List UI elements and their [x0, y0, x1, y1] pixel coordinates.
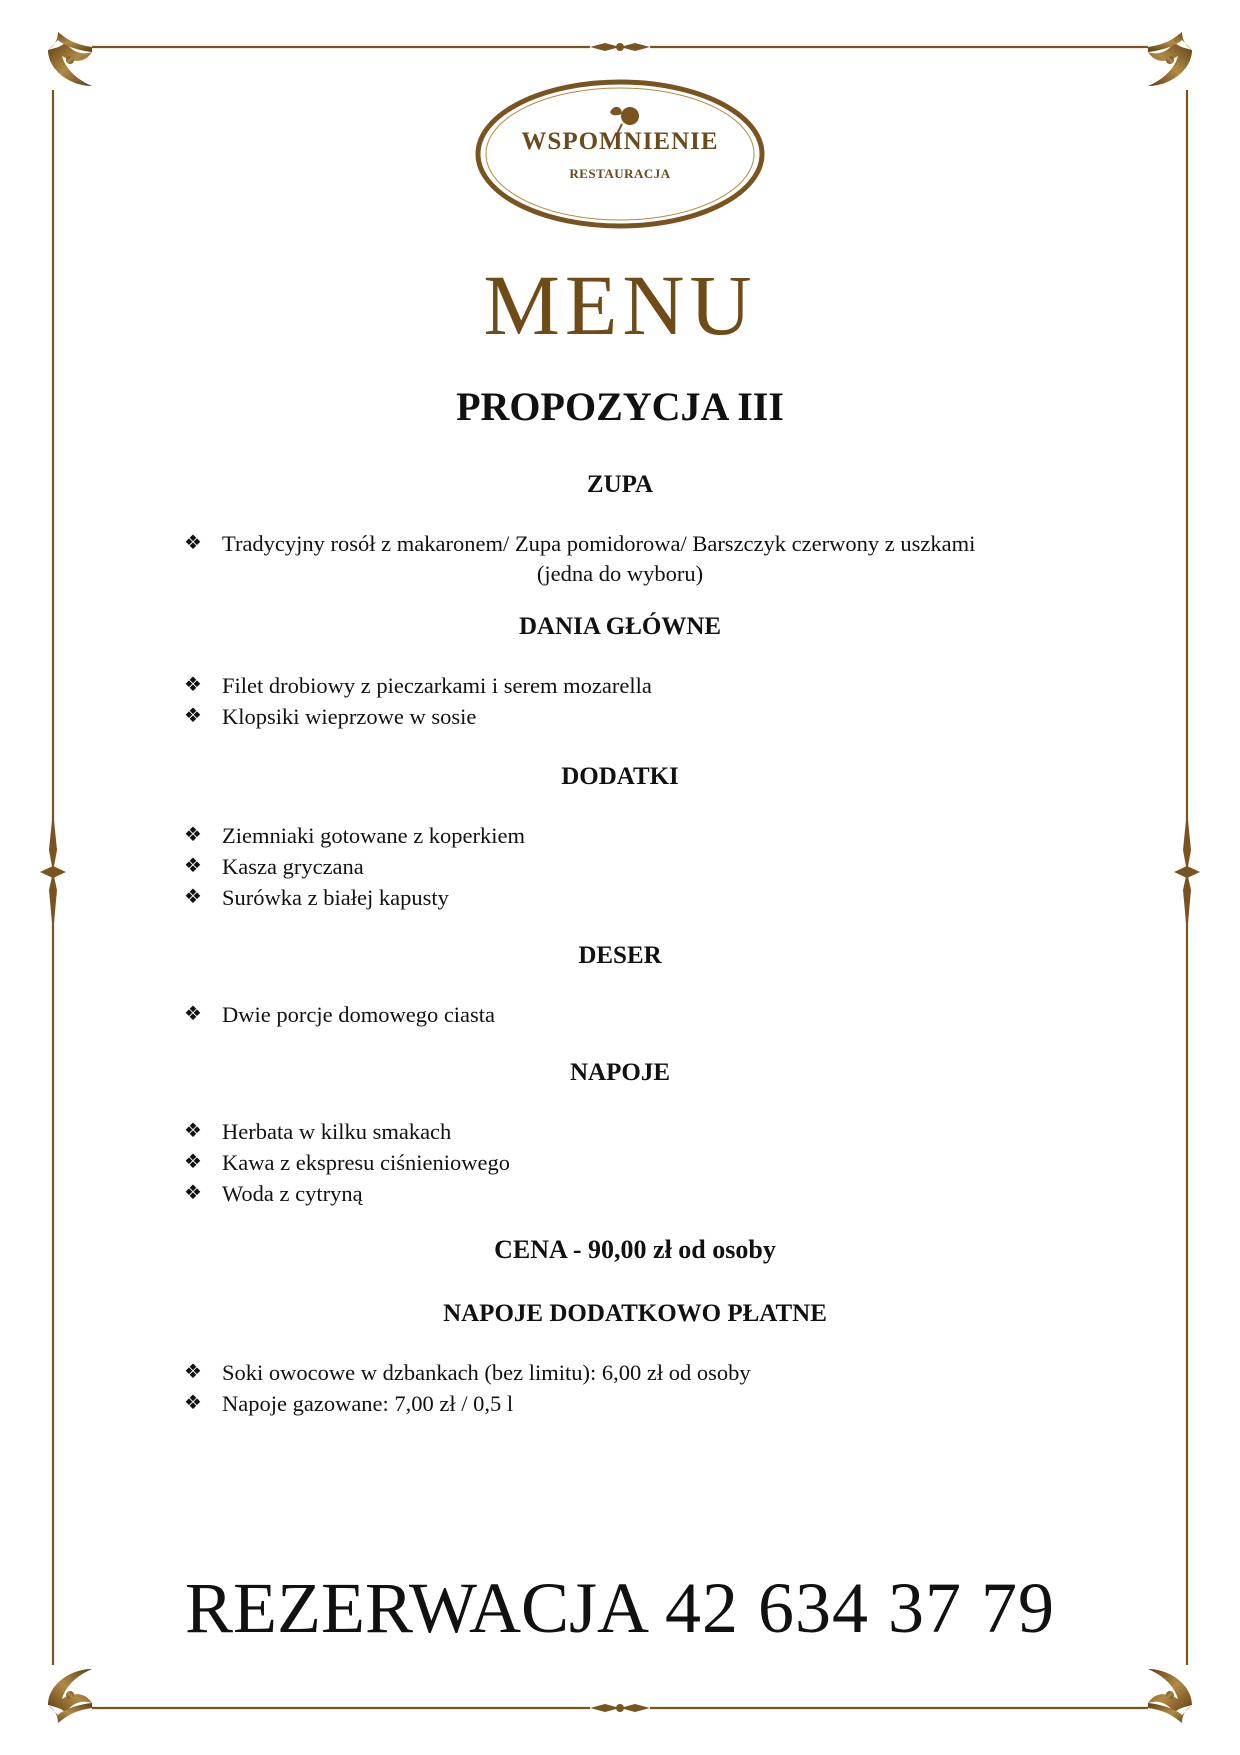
items-dania — [0, 670, 1240, 732]
frame-ornament-top — [590, 43, 650, 51]
list-item: ❖ Herbata w kilku smakach — [0, 1116, 1240, 1147]
corner-top-right — [1148, 32, 1192, 86]
diamond-bullet-icon: ❖ — [184, 1180, 202, 1204]
menu-title: MENU — [483, 257, 757, 353]
list-item: ❖ Filet drobiowy z pieczarkami i serem mozarella — [0, 670, 1240, 701]
list-item: ❖ Kasza gryczana — [0, 851, 1240, 882]
corner-top-left — [48, 32, 92, 86]
proposal-title: PROPOZYCJA III — [456, 384, 784, 429]
list-item: ❖ Tradycyjny rosół z makaronem/ Zupa pomidorowa/ Barszczyk czerwony z uszkami (jedna do wyboru) — [0, 528, 1240, 588]
frame-ornament-bottom — [590, 1704, 650, 1712]
section-heading-napoje: NAPOJE — [570, 1059, 670, 1086]
diamond-bullet-icon: ❖ — [184, 1149, 202, 1173]
list-item: ❖ Soki owocowe w dzbankach (bez limitu): 6,00 zł od osoby — [0, 1357, 1240, 1388]
diamond-bullet-icon: ❖ — [184, 1359, 202, 1383]
diamond-bullet-icon: ❖ — [184, 1390, 202, 1414]
list-item: ❖ Dwie porcje domowego ciasta — [0, 999, 1240, 1030]
menu-content — [0, 470, 1240, 1419]
list-item: ❖ Ziemniaki gotowane z koperkiem — [0, 820, 1240, 851]
list-item: ❖ Surówka z białej kapusty — [0, 882, 1240, 913]
list-item: ❖ Kawa z ekspresu ciśnieniowego — [0, 1147, 1240, 1178]
list-item: ❖ Napoje gazowane: 7,00 zł / 0,5 l — [0, 1388, 1240, 1419]
diamond-bullet-icon: ❖ — [184, 672, 202, 696]
price-line: CENA - 90,00 zł od osoby — [494, 1235, 776, 1264]
diamond-bullet-icon: ❖ — [184, 703, 202, 727]
diamond-bullet-icon: ❖ — [184, 822, 202, 846]
list-item: ❖ Woda z cytryną — [0, 1178, 1240, 1209]
items-napoje — [0, 1116, 1240, 1209]
items-extra — [0, 1357, 1240, 1419]
items-deser — [0, 999, 1240, 1030]
items-zupa — [0, 528, 1240, 588]
reservation-phone[interactable]: 42 634 37 79 — [665, 1568, 1056, 1648]
restaurant-logo — [470, 74, 770, 234]
diamond-bullet-icon: ❖ — [184, 884, 202, 908]
diamond-bullet-icon: ❖ — [184, 853, 202, 877]
section-heading-zupa: ZUPA — [586, 471, 654, 498]
reservation-label: REZERWACJA — [184, 1568, 650, 1648]
diamond-bullet-icon: ❖ — [184, 1118, 202, 1142]
diamond-bullet-icon: ❖ — [184, 530, 202, 554]
corner-bottom-right — [1148, 1669, 1192, 1723]
list-item: ❖ Klopsiki wieprzowe w sosie — [0, 701, 1240, 732]
logo-name: WSPOMNIENIE — [521, 128, 719, 155]
section-heading-dania: DANIA GŁÓWNE — [518, 613, 722, 640]
item-note: (jedna do wyboru) — [536, 561, 704, 586]
section-heading-deser: DESER — [578, 942, 662, 969]
section-heading-dodatki: DODATKI — [561, 763, 679, 790]
items-dodatki — [0, 820, 1240, 913]
corner-bottom-left — [48, 1669, 92, 1723]
section-heading-extra: NAPOJE DODATKOWO PŁATNE — [443, 1300, 827, 1327]
diamond-bullet-icon: ❖ — [184, 1001, 202, 1025]
reservation-line — [0, 1568, 1240, 1648]
logo-subtitle: RESTAURACJA — [569, 166, 671, 181]
